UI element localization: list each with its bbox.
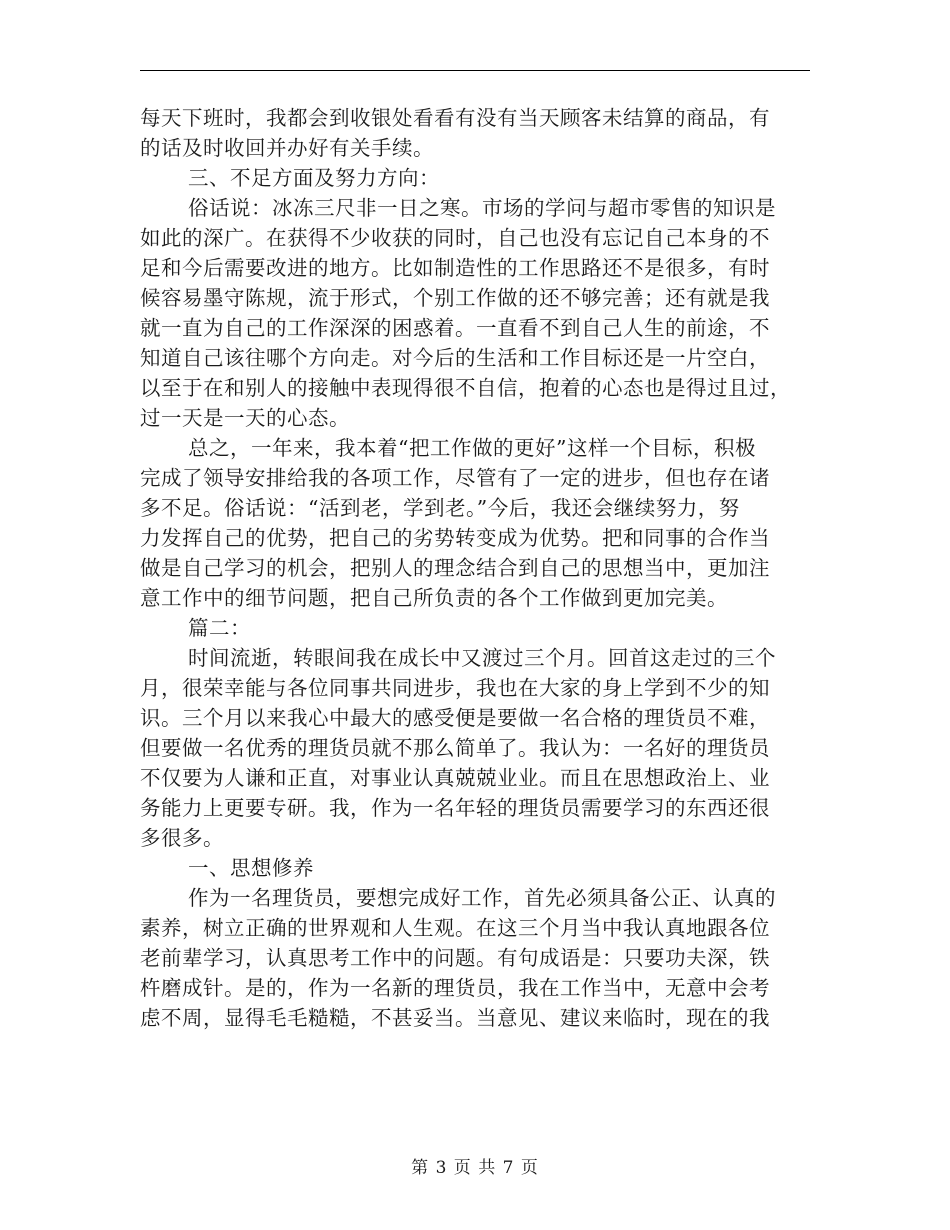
text-line: 篇二：: [188, 616, 251, 640]
text-line: 力发挥自己的优势，把自己的劣势转变成为优势。把和同事的合作当: [140, 526, 770, 550]
text-line: 但要做一名优秀的理货员就不那么简单了。我认为：一名好的理货员: [140, 736, 770, 760]
header-rule: [140, 70, 810, 71]
page-footer: 第 3 页 共 7 页: [411, 1158, 539, 1178]
text-line: 时间流逝，转眼间我在成长中又渡过三个月。回首这走过的三个: [188, 646, 776, 670]
text-line: 识。三个月以来我心中最大的感受便是要做一名合格的理货员不难，: [140, 706, 770, 730]
text-line: 杵磨成针。是的，作为一名新的理货员，我在工作当中，无意中会考: [140, 976, 770, 1000]
document-body: [140, 103, 812, 1033]
text-line: 务能力上更要专研。我，作为一名年轻的理货员需要学习的东西还很: [140, 796, 770, 820]
text-line: 月，很荣幸能与各位同事共同进步，我也在大家的身上学到不少的知: [140, 676, 770, 700]
text-line: 候容易墨守陈规，流于形式，个别工作做的还不够完善；还有就是我: [140, 286, 770, 310]
text-line: 每天下班时，我都会到收银处看看有没有当天顾客未结算的商品，有: [140, 106, 770, 130]
text-line: 以至于在和别人的接触中表现得很不自信，抱着的心态也是得过且过，: [140, 376, 791, 400]
text-line: 就一直为自己的工作深深的困惑着。一直看不到自己人生的前途，不: [140, 316, 770, 340]
text-line: 作为一名理货员，要想完成好工作，首先必须具备公正、认真的: [188, 886, 776, 910]
text-line: 素养，树立正确的世界观和人生观。在这三个月当中我认真地跟各位: [140, 916, 770, 940]
text-line: 三、不足方面及努力方向：: [188, 166, 440, 190]
text-line: 不仅要为人谦和正直，对事业认真兢兢业业。而且在思想政治上、业: [140, 766, 770, 790]
text-line: 过一天是一天的心态。: [140, 406, 350, 430]
text-line: 老前辈学习，认真思考工作中的问题。有句成语是：只要功夫深，铁: [140, 946, 770, 970]
text-line: 虑不周，显得毛毛糙糙，不甚妥当。当意见、建议来临时，现在的我: [140, 1006, 770, 1030]
text-line: 完成了领导安排给我的各项工作，尽管有了一定的进步，但也存在诸: [140, 466, 770, 490]
text-line: 多很多。: [140, 826, 224, 850]
text-line: 足和今后需要改进的地方。比如制造性的工作思路还不是很多，有时: [140, 256, 770, 280]
text-line: 总之，一年来，我本着“把工作做的更好”这样一个目标，积极: [188, 436, 756, 460]
text-line: 俗话说：冰冻三尺非一日之寒。市场的学问与超市零售的知识是: [188, 196, 776, 220]
text-line: 的话及时收回并办好有关手续。: [140, 136, 434, 160]
text-line: 意工作中的细节问题，把自己所负责的各个工作做到更加完美。: [140, 586, 728, 610]
text-line: 一、思想修养: [188, 856, 314, 880]
text-line: 做是自己学习的机会，把别人的理念结合到自己的思想当中，更加注: [140, 556, 770, 580]
text-line: 如此的深广。在获得不少收获的同时，自己也没有忘记自己本身的不: [140, 226, 770, 250]
text-line: 知道自己该往哪个方向走。对今后的生活和工作目标还是一片空白，: [140, 346, 770, 370]
text-line: 多不足。俗话说：“活到老，学到老。”今后，我还会继续努力，努: [140, 496, 740, 520]
